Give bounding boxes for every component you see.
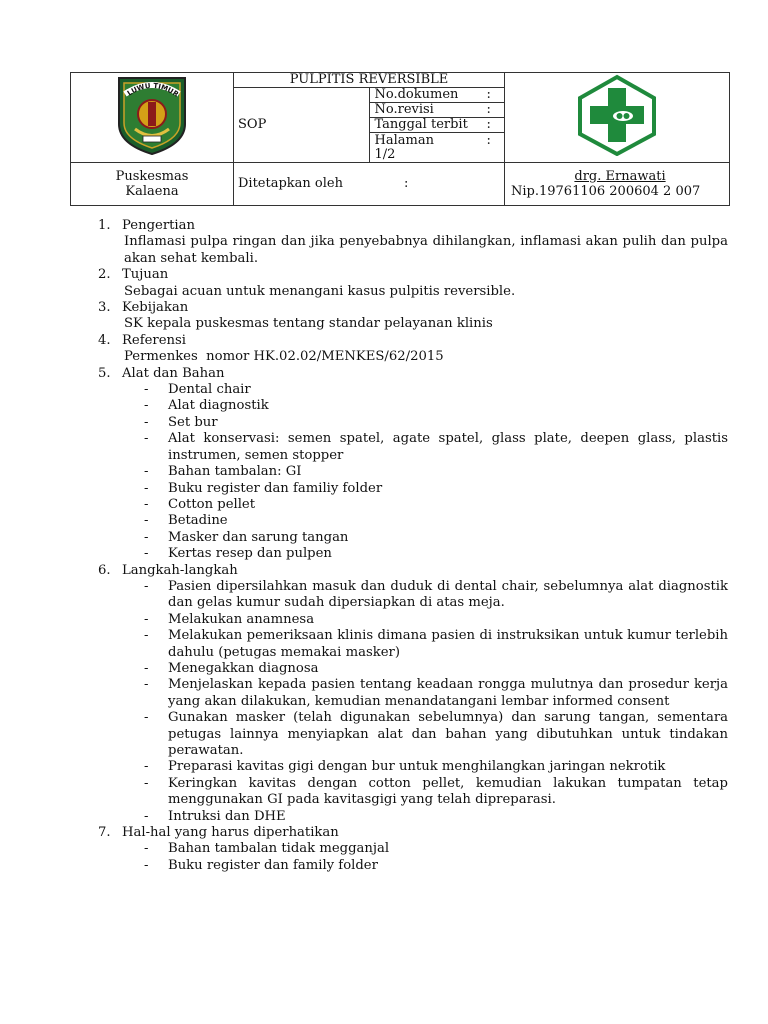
institution-line2: Kalaena (125, 183, 179, 199)
list-dash: - (144, 808, 149, 824)
list-item (144, 628, 728, 661)
list-dash: - (144, 628, 149, 644)
list-item-text: Betadine (168, 513, 228, 529)
puskesmas-logo-icon (575, 74, 659, 156)
list-item-text: Masker dan sarung tangan (168, 529, 349, 545)
list-item (144, 579, 728, 612)
section-number: 5. (98, 365, 111, 381)
list-dash: - (144, 529, 149, 545)
section-number: 6. (98, 562, 111, 578)
right-logo-cell (505, 73, 730, 163)
list-item (144, 382, 728, 398)
signer-name: drg. Ernawati (574, 168, 666, 184)
list-item-text: Intruksi dan DHE (168, 808, 286, 824)
section-title: Alat dan Bahan (122, 365, 225, 381)
list-item-text: Bahan tambalan tidak megganjal (168, 841, 390, 857)
regency-emblem-icon (113, 74, 191, 156)
list-dash: - (144, 841, 149, 857)
section-text: Sebagai acuan untuk menangani kasus pulpitis reversible. (124, 283, 516, 299)
field-label: No.dokumen (374, 87, 459, 103)
section-text: SK kepala puskesmas tentang standar pelayanan klinis (124, 316, 493, 332)
list-dash: - (144, 398, 149, 414)
list-item-text: Cotton pellet (168, 496, 256, 512)
document-body (98, 218, 728, 874)
field-label: No.revisi (374, 102, 434, 118)
list-dash: - (144, 546, 149, 562)
signer-nip: Nip.19761106 200604 2 007 (511, 183, 701, 199)
list-item-text: Buku register dan family folder (168, 857, 378, 873)
list-dash: - (144, 660, 149, 676)
document-title: PULPITIS REVERSIBLE (234, 73, 505, 88)
list-item-text: Melakukan pemeriksaan klinis dimana pasien di instruksikan untuk kumur terlebih dahulu (petugas memakai masker) (168, 628, 728, 660)
institution-line1: Puskesmas (115, 168, 189, 184)
list-item (144, 759, 728, 775)
field-label: Halaman (374, 132, 434, 148)
institution-cell (71, 162, 234, 205)
list-item-text: Keringkan kavitas dengan cotton pellet, kemudian lakukan tumpatan tetap menggunakan GI pada kavitasgigi yang telah dipreparasi. (168, 775, 728, 808)
document-header-table (70, 72, 730, 206)
list-dash: - (144, 578, 149, 594)
list-item (144, 546, 728, 562)
list-item-text: Pasien dipersilahkan masuk dan duduk di dental chair, sebelumnya alat diagnostik dan gelas kumur sudah dipersiapkan di atas meja. (168, 578, 728, 611)
field-no-revisi (369, 103, 505, 118)
list-dash: - (144, 382, 149, 398)
list-item (144, 415, 728, 431)
list-dash: - (144, 759, 149, 775)
list-item (144, 776, 728, 809)
field-halaman (369, 133, 505, 162)
ditetapkan-cell (234, 162, 505, 205)
list-item (144, 513, 728, 529)
left-logo-cell (71, 73, 234, 163)
signer-cell (505, 162, 730, 205)
list-dash: - (144, 496, 149, 512)
list-item (144, 530, 728, 546)
list-item-text: Set bur (168, 414, 218, 430)
list-dash: - (144, 775, 149, 791)
list-item-text: Melakukan anamnesa (168, 611, 315, 627)
field-sep: : (486, 117, 491, 133)
list-item (144, 464, 728, 480)
list-dash: - (144, 513, 149, 529)
list-dash: - (144, 431, 149, 447)
list-item-text: Alat diagnostik (168, 398, 269, 414)
langkah-list (98, 579, 728, 825)
section-number: 2. (98, 267, 111, 283)
section-number: 4. (98, 332, 111, 348)
list-item (144, 809, 728, 825)
list-item-text: Gunakan masker (telah digunakan sebelumnya) dan sarung tangan, sementara petugas lainnya menyiapkan alat dan bahan yang dibutuhkan untuk tindakan perawatan. (168, 710, 728, 758)
list-item-text: Menegakkan diagnosa (168, 660, 319, 676)
list-dash: - (144, 414, 149, 430)
hal-diperhatikan-list (98, 841, 728, 874)
section-title: Pengertian (122, 218, 196, 233)
section-text: Inflamasi pulpa ringan dan jika penyebabnya dihilangkan, inflamasi akan pulih dan pulpa akan sehat kembali. (124, 234, 728, 266)
list-dash: - (144, 677, 149, 693)
field-value: 1/2 (374, 146, 396, 162)
section-referensi (98, 333, 728, 366)
ditetapkan-sep: : (404, 176, 409, 192)
list-item-text: Preparasi kavitas gigi dengan bur untuk menghilangkan jaringan nekrotik (168, 759, 666, 775)
section-alat-bahan (98, 366, 728, 563)
section-title: Langkah-langkah (122, 562, 238, 578)
field-sep: : (486, 132, 491, 148)
list-item-text: Buku register dan familiy folder (168, 480, 383, 496)
emblem-ring-text: LUWU TIMUR (125, 82, 180, 100)
list-dash: - (144, 857, 149, 873)
list-item (144, 858, 728, 874)
section-hal-diperhatikan (98, 825, 728, 874)
list-item-text: Kertas resep dan pulpen (168, 546, 332, 562)
section-pengertian (98, 218, 728, 267)
list-item (144, 710, 728, 759)
list-item (144, 497, 728, 513)
list-item (144, 841, 728, 857)
list-item (144, 431, 728, 464)
list-item (144, 398, 728, 414)
list-item-text: Dental chair (168, 382, 251, 398)
list-dash: - (144, 710, 149, 726)
list-item-text: Bahan tambalan: GI (168, 464, 302, 480)
section-title: Tujuan (122, 267, 169, 283)
list-item-text: Alat konservasi: semen spatel, agate spatel, glass plate, deepen glass, plastis instrumen, semen stopper (168, 431, 728, 463)
alat-bahan-list (98, 382, 728, 562)
section-langkah (98, 563, 728, 826)
section-text: Permenkes nomor HK.02.02/MENKES/62/2015 (124, 349, 444, 365)
field-label: Tanggal terbit (374, 117, 468, 133)
list-item (144, 661, 728, 677)
list-item-text: Menjelaskan kepada pasien tentang keadaan rongga mulutnya dan prosedur kerja yang akan dilakukan, kemudian menandatangani lembar informed consent (168, 677, 728, 709)
section-number: 7. (98, 825, 111, 841)
section-kebijakan (98, 300, 728, 333)
section-number: 1. (98, 218, 111, 233)
field-sep: : (486, 102, 491, 118)
list-dash: - (144, 480, 149, 496)
field-tanggal-terbit (369, 118, 505, 133)
section-title: Kebijakan (122, 300, 189, 316)
section-title: Referensi (122, 332, 187, 348)
list-dash: - (144, 464, 149, 480)
section-title: Hal-hal yang harus diperhatikan (122, 825, 339, 841)
list-item (144, 481, 728, 497)
field-sep: : (486, 87, 491, 103)
sop-label: SOP (234, 88, 370, 163)
list-dash: - (144, 611, 149, 627)
ditetapkan-label: Ditetapkan oleh (238, 176, 343, 192)
section-number: 3. (98, 300, 111, 316)
section-tujuan (98, 267, 728, 300)
list-item (144, 677, 728, 710)
field-no-dokumen (369, 88, 505, 103)
list-item (144, 612, 728, 628)
